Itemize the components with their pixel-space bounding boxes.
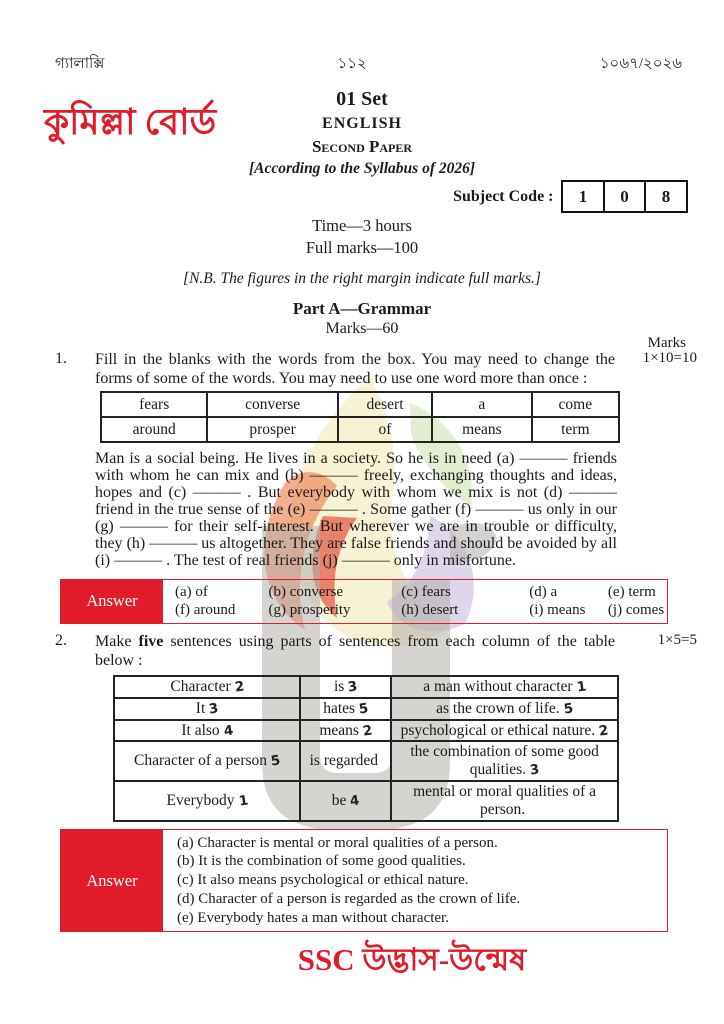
question-2-text-suffix: sentences using parts of sentences from each column of the table below : (95, 632, 615, 669)
word-box-table (100, 391, 620, 443)
word-cell: fears (101, 392, 207, 417)
table-cell (300, 698, 391, 720)
question-1-text: Fill in the blanks with the words from the box. You may need to change the forms of some of the words. You may need to use one word more than once : (95, 351, 615, 388)
handwritten-mark: 4 (222, 722, 235, 740)
part-title: Part A—Grammar (292, 299, 432, 318)
handwritten-mark: 4 (349, 792, 361, 810)
answer-item: (g) prosperity (268, 602, 351, 619)
set-label: 01 Set (336, 88, 388, 110)
handwritten-mark: 2 (361, 722, 374, 740)
word-cell: term (532, 417, 619, 442)
part-marks: Marks—60 (325, 320, 399, 337)
question-1-number: 1. (55, 350, 67, 367)
table-row (114, 741, 618, 781)
cell-text: It (195, 699, 206, 717)
answer-box-2 (60, 829, 668, 933)
table-cell (391, 741, 618, 781)
masthead (0, 86, 724, 179)
answer-item: (j) comes (607, 602, 665, 619)
table-cell (391, 676, 618, 698)
answer-item: (f) around (175, 602, 236, 619)
cloze-passage: Man is a social being. He lives in a society. So he is in need (a) ——— friends with whom he can mix and (b) ——— freely, exchanging thoughts and ideas, hopes and (c) ——— . But everybody with whom we mix is not (d) ——— friend in the true sense of the (e) ——— . Some gather (f) ——— us only in our (g) ——— for their self-interest. But wherever we are in trouble or difficulty, they (h) ——— us altogether. They are false friends and should be avoided by all (i) ——— . The test of real friends (j) ——— only in misfortune. (95, 450, 617, 570)
brand-footer: SSC উদ্ভাস-উন্মেষ (297, 942, 527, 978)
nb-note: [N.B. The figures in the right margin indicate full marks.] (183, 270, 541, 287)
answer-item: (b) converse (268, 584, 344, 601)
table-cell (114, 698, 300, 720)
word-cell: converse (207, 392, 338, 417)
question-2-text-prefix: Make (95, 632, 139, 650)
cell-text: be (331, 791, 347, 809)
cell-text: a man without character (423, 678, 573, 696)
cell-text: is (333, 678, 345, 696)
answer-label: Answer (61, 830, 163, 932)
table-cell (391, 720, 618, 742)
answer-box-1 (60, 579, 668, 624)
answer-line: (c) It also means psychological or ethical nature. (177, 872, 469, 889)
header-left-text: গ্যালাক্সি (55, 56, 105, 72)
answer-item: (i) means (529, 602, 586, 619)
answer-item: (d) a (529, 584, 558, 601)
word-cell: desert (338, 392, 432, 417)
answer-1-grid (163, 580, 667, 623)
cell-text: Everybody (166, 791, 235, 809)
question-2-text-bold: five (138, 632, 164, 650)
answer-2-lines (163, 830, 667, 932)
table-row (114, 698, 618, 720)
handwritten-mark: 3 (208, 700, 220, 718)
marks-column-label: Marks (647, 335, 686, 351)
question-1-marks: 1×10=10 (642, 350, 697, 366)
subject-code-digit: 0 (603, 180, 647, 213)
cell-text: mental or moral qualities of a person. (413, 783, 597, 818)
word-cell: around (101, 417, 207, 442)
table-cell (391, 781, 618, 821)
question-2-marks: 1×5=5 (657, 631, 697, 648)
word-cell: of (338, 417, 432, 442)
subject-code-digit: 1 (561, 180, 605, 213)
subject-code-boxes (564, 180, 689, 213)
cell-text: Character of a person (134, 752, 268, 770)
table-cell (300, 741, 391, 781)
table-row (114, 781, 618, 821)
subject-code-row (453, 180, 688, 213)
header-right-number: ১০৬৭/২০২৬ (599, 56, 682, 72)
answer-line: (d) Character of a person is regarded as the crown of life. (177, 890, 521, 907)
page-header (55, 52, 682, 77)
table-cell (114, 781, 300, 821)
table-cell (300, 720, 391, 742)
table-cell (300, 676, 391, 698)
cell-text: It also (181, 721, 220, 739)
question-2-number: 2. (55, 631, 67, 649)
time-line: Time—3 hours (312, 216, 412, 235)
cell-text: Character (170, 678, 231, 696)
answer-line: (a) Character is mental or moral qualities of a person. (177, 834, 498, 851)
word-box-row (101, 417, 619, 442)
sentence-parts-table (113, 675, 619, 822)
table-cell (114, 741, 300, 781)
header-page-number: ১১২ (337, 56, 367, 72)
table-row (114, 720, 618, 742)
handwritten-mark: 1 (575, 678, 587, 696)
handwritten-mark: 3 (528, 761, 541, 779)
handwritten-mark: 3 (347, 678, 359, 696)
question-2 (55, 632, 697, 670)
cell-text: psychological or ethical nature. (400, 721, 596, 739)
handwritten-mark: 2 (597, 722, 610, 740)
word-cell: a (432, 392, 531, 417)
cell-text: the combination of some good qualities. (410, 743, 599, 779)
syllabus-note: [According to the Syllabus of 2026] (248, 159, 476, 177)
subject-code-digit: 8 (644, 180, 688, 213)
table-row (114, 676, 618, 698)
cell-text: means (319, 721, 359, 739)
question-area (55, 350, 697, 988)
cell-text: is regarded (309, 752, 379, 770)
answer-item: (c) fears (401, 584, 451, 601)
full-marks-line: Full marks—100 (305, 238, 419, 257)
handwritten-mark: 2 (233, 678, 246, 696)
word-cell: prosper (207, 417, 338, 442)
answer-line: (e) Everybody hates a man without character. (177, 909, 449, 926)
word-cell: come (532, 392, 619, 417)
answer-label: Answer (61, 580, 163, 623)
table-cell (300, 781, 391, 821)
handwritten-mark: 5 (357, 700, 370, 718)
table-cell (114, 676, 300, 698)
subject-code-label: Subject Code : (453, 187, 554, 205)
question-2-text (95, 632, 615, 670)
cell-text: as the crown of life. (436, 699, 560, 717)
answer-item: (h) desert (401, 602, 459, 619)
table-cell (391, 698, 618, 720)
board-name-stamp: কুমিল্লা বোর্ড (44, 102, 217, 142)
word-box-row (101, 392, 619, 417)
paper-title: Second Paper (311, 136, 413, 156)
handwritten-mark: 1 (237, 792, 249, 810)
cell-text: hates (323, 699, 356, 717)
handwritten-mark: 5 (562, 700, 575, 718)
subject-title: ENGLISH (322, 115, 402, 132)
word-cell: means (432, 417, 531, 442)
question-1 (55, 350, 697, 388)
handwritten-mark: 5 (269, 752, 282, 770)
table-cell (114, 720, 300, 742)
answer-line: (b) It is the combination of some good qualities. (177, 853, 466, 870)
answer-item: (e) term (607, 584, 656, 601)
answer-item: (a) of (175, 584, 208, 601)
